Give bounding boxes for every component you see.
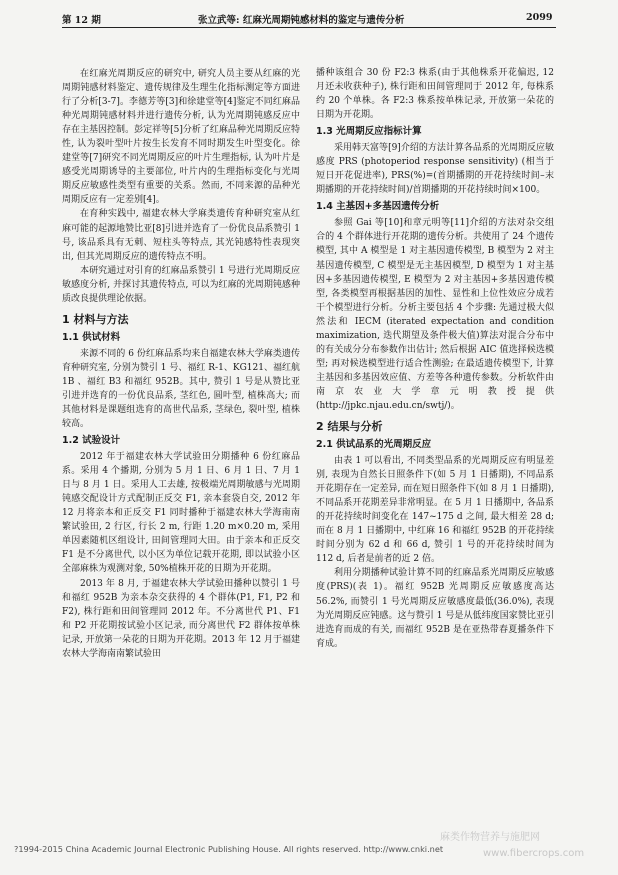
design-paragraph-3: 播种该组合 30 份 F2:3 株系(由于其他株系开花偏迟, 12 月还未收获种子), 株行距和田间管理同于 2012 年, 每株系约 20 个单株。各 F2:3 株系按单株记录, 开放第一朵花的日期为开花期。 <box>316 68 554 121</box>
header-rule <box>62 27 556 28</box>
intro-paragraph-2: 在育种实践中, 福建农林大学麻类遗传育种研究室从红麻可能的起源地赞比亚[8]引进并选育了一份优良品系赞引 1 号, 该品系具有无刺、短柱头等特点, 其光钝感特性表现突出, 但其光周期反应的遗传特点不明。 <box>62 209 300 262</box>
watermark-url: www.fibercrops.com <box>483 848 585 859</box>
intro-paragraph-1: 在红麻光周期反应的研究中, 研究人员主要从红麻的光周期钝感材料鉴定、遗传规律及生理生化指标测定等方面进行了分析[3-7]。李德芳等[3]和徐建堂等[4]鉴定不同红麻品种光周期钝感材料并进行遗传分析, 认为光周期钝感反应中存在主基因控制。彭定祥等[5]分析了红麻品种光周期反应特性, 认为裂叶型叶片按生长发育不同时期发生叶型变化。徐建堂等[7]研究不同光周期反应的叶片生理指标, 认为叶片是感受光周期诱导的主要部位, 叶片内的生理指标变化与光周期反应敏感性类型有重要的关系。然而, 不同来源的品种光周期反应有一定差别[4]。 <box>62 69 300 206</box>
section-heading-results: 2 结果与分析 <box>316 420 383 434</box>
left-column <box>62 67 300 661</box>
materials-paragraph: 来源不同的 6 份红麻品系均来自福建农林大学麻类遗传育种研究室, 分别为赞引 1 号、福红 R-1、KG121、福红航 1B 、福红 B3 和福红 952B。其中, 赞引 1 号是从赞比亚引进并选育的一份优良品系, 茎红色, 圆叶型, 植株高大; 而其他材料是课题组选育的高世代品系, 茎绿色, 裂叶型, 植株较高。 <box>62 348 300 430</box>
copyright-footer: ?1994-2015 China Academic Journal Electronic Publishing House. All rights reserved. http://www.cnki.net <box>14 844 444 854</box>
subsection-heading-design: 1.2 试验设计 <box>62 435 121 447</box>
design-paragraph-1: 2012 年于福建农林大学试验田分期播种 6 份红麻品系。采用 4 个播期, 分别为 5 月 1 日、6 月 1 日、7 月 1 日与 8 月 1 日。采用人工去雄, 按极端光周期敏感与光周期钝感交配设计方式配制正反交 F1, 亲本套袋自交, 2012 年 12 月将亲本和正反交 F1 同时播种于福建农林大学海南南繁试验田, 2 行区, 行长 2 m, 行距 1.20 m×0.20 m, 采用单因素随机区组设计, 田间管理同大田。由于亲本和正反交 F1 是不分离世代, 以小区为单位记载开花期, 即以试验小区全部麻株为观测对象, 50%植株开花的日期为开花期。 <box>62 452 300 575</box>
intro-paragraph-3: 本研究通过对引育的红麻品系赞引 1 号进行光周期反应敏感度分析, 并探讨其遗传特点, 可以为红麻的光周期钝感种质改良提供理论依据。 <box>62 265 300 304</box>
watermark-text: 麻类作物营养与施肥网 <box>440 832 540 843</box>
subsection-heading-index: 1.3 光周期反应指标计算 <box>316 126 422 138</box>
page-number: 2099 <box>526 12 553 23</box>
issue-number: 第 12 期 <box>62 15 101 26</box>
subsection-heading-photoperiod: 2.1 供试品系的光周期反应 <box>316 439 432 451</box>
right-column <box>316 66 554 651</box>
running-title: 张立武等: 红麻光周期钝感材料的鉴定与遗传分析 <box>198 15 405 26</box>
results-paragraph-1: 由表 1 可以看出, 不同类型品系的光周期反应有明显差别, 表现为自然长日照条件下(如 5 月 1 日播期), 不同品系开花期存在一定差异, 而在短日照条件下(如 8 月 1 日播期), 不同品系开花期差异非常明显。在 5 月 1 日播期中, 各品系的开花持续时间变化在 147~175 d 之间, 最大相差 28 d; 而在 8 月 1 日播期中, 中红麻 16 和福红 952B 的开花持续时间分别为 62 d 和 66 d, 赞引 1 号的开花持续时间为 112 d, 后者是前者的近 2 倍。 <box>316 456 554 565</box>
subsection-heading-materials: 1.1 供试材料 <box>62 331 121 343</box>
section-heading-materials-methods: 1 材料与方法 <box>62 312 129 326</box>
subsection-heading-genetic: 1.4 主基因+多基因遗传分析 <box>316 201 440 213</box>
index-paragraph: 采用韩天富等[9]介绍的方法计算各品系的光周期反应敏感度 PRS (photoperiod response sensitivity) (相当于短日开花促进率), PRS(%)=(首期播期的开花持续时间–末期播期的开花持续时间)/首期播期的开花持续时间×100。 <box>316 143 554 196</box>
genetic-paragraph: 参照 Gai 等[10]和章元明等[11]介绍的方法对杂交组合的 4 个群体进行开花期的遗传分析。共使用了 24 个遗传模型, 其中 A 模型是 1 对主基因遗传模型, B 模型为 2 对主基因遗传模型, C 模型是无主基因模型, D 模型为 1 对主基因+多基因遗传模型, E 模型为 2 对主基因+多基因遗传模型, 各类模型再根据基因的加性、显性和上位性效应分成若干个模型进行分析。分析主要包括 4 个步骤: 先通过极大似然法和 IECM (iterated expectation and condition maximization, 迭代期望及条件极大值)算法对混合分布中的有关成分分布参数作出估计; 然后根据 AIC 值选择候选模型; 再对候选模型进行适合性测验; 在最适遗传模型下, 计算主基因和多基因效应值、方差等各种遗传参数。分析软件由南京农业大学章元明教授提供(http://jpkc.njau.edu.cn/swtj/)。 <box>316 218 554 411</box>
results-paragraph-2: 利用分期播种试验计算不同的红麻品系光周期反应敏感度(PRS)(表 1)。福红 952B 光周期反应敏感度高达 56.2%, 而赞引 1 号光周期反应敏感度最低(36.0%), 表现为光周期反应钝感。这与赞引 1 号是从低纬度国家赞比亚引进选育而成的有关, 而福红 952B 是在亚热带春夏播条件下育成。 <box>316 568 554 649</box>
design-paragraph-2: 2013 年 8 月, 于福建农林大学试验田播种以赞引 1 号和福红 952B 为亲本杂交获得的 4 个群体(P1, F1, P2 和 F2), 株行距和田间管理同 2012 年。不分离世代 P1、F1 和 P2 开花期按试验小区记录, 而分离世代 F2 群体按单株记录, 开放第一朵花的日期为开花期。2013 年 12 月于福建农林大学海南南繁试验田 <box>62 578 300 659</box>
running-header <box>0 0 618 30</box>
